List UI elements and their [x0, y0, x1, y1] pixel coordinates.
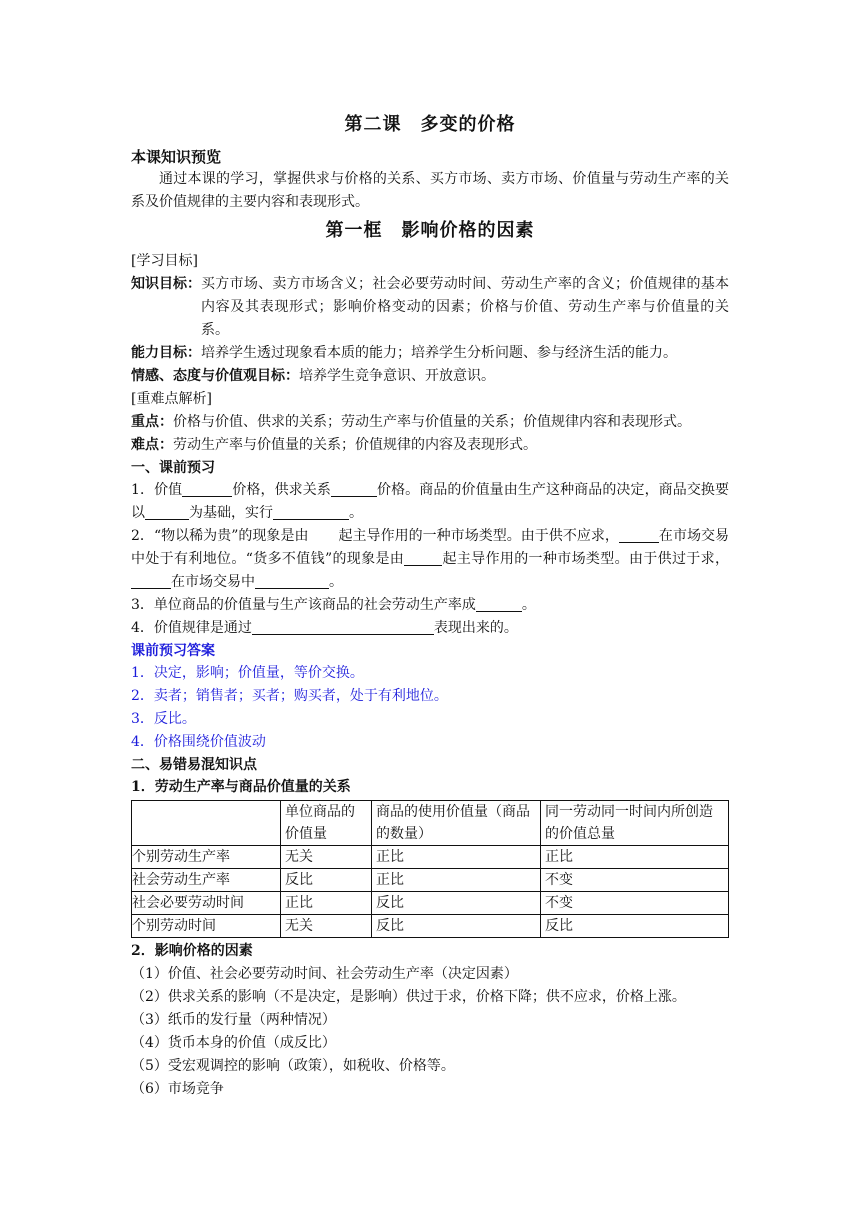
- table-row: [132, 915, 729, 938]
- table-cell: 正比: [281, 892, 372, 915]
- answer-blank[interactable]: [404, 549, 442, 566]
- answer-blank[interactable]: [619, 526, 659, 543]
- table-cell: 反比: [541, 915, 729, 938]
- answer-blank[interactable]: [476, 595, 522, 612]
- document-page: [131, 110, 729, 1101]
- table-row: [132, 892, 729, 915]
- table-cell: 社会必要劳动时间: [132, 892, 281, 915]
- table-header-row: [132, 801, 729, 846]
- confusing-heading: 二、易错易混知识点: [131, 757, 257, 773]
- knowledge-goal-label: 知识目标：: [131, 276, 201, 292]
- table-header-cell: 同一劳动同一时间内所创造的价值总量: [541, 801, 729, 846]
- knowledge-goal-text: 买方市场、卖方市场含义；社会必要劳动时间、劳动生产率的含义；价值规律的基本内容及其表现形式；影响价格变动的因素；价格与价值、劳动生产率与价值量的关系。: [201, 276, 729, 338]
- table-cell: 正比: [372, 869, 541, 892]
- table-cell: 个别劳动时间: [132, 915, 281, 938]
- emotion-goal-text: 培养学生竞争意识、开放意识。: [299, 368, 495, 384]
- answer-item: 2．卖者；销售者；买者；购买者，处于有利地位。: [131, 688, 448, 704]
- price-factor: （2）供求关系的影响（不是决定，是影响）供过于求，价格下降；供不应求，价格上涨。: [131, 989, 686, 1005]
- answers-heading: 课前预习答案: [131, 643, 215, 659]
- hard-point-label: 难点：: [131, 437, 173, 453]
- preview-heading: 一、课前预习: [131, 460, 215, 476]
- ability-goal: [131, 342, 729, 365]
- key-point: [131, 411, 729, 434]
- productivity-value-table: [131, 800, 729, 938]
- price-factor: （5）受宏观调控的影响（政策），如税收、价格等。: [131, 1058, 455, 1074]
- price-factor: （3）纸币的发行量（两种情况）: [131, 1012, 336, 1028]
- table-cell: 不变: [541, 892, 729, 915]
- table-header-cell: 单位商品的价值量: [281, 801, 372, 846]
- price-factor: （4）货币本身的价值（成反比）: [131, 1035, 336, 1051]
- preview-question-3: 3．单位商品的价值量与生产该商品的社会劳动生产率成 。: [131, 597, 536, 613]
- table-cell: 个别劳动生产率: [132, 846, 281, 869]
- answer-blank[interactable]: [273, 503, 349, 520]
- price-factor: （6）市场竞争: [131, 1081, 224, 1097]
- answer-blank[interactable]: [131, 572, 171, 589]
- table-cell: 反比: [281, 869, 372, 892]
- preview-question-4: 4．价值规律是通过 表现出来的。: [131, 620, 518, 636]
- knowledge-goal: [131, 273, 729, 342]
- emotion-goal: [131, 365, 729, 388]
- price-factor: （1）价值、社会必要劳动时间、社会劳动生产率（决定因素）: [131, 966, 518, 982]
- preview-question-1: 1．价值 价格，供求关系 价格。商品的价值量由生产这种商品的决定，商品交换要以 为基础，实行 。: [131, 482, 730, 521]
- answer-blank[interactable]: [331, 480, 377, 497]
- answer-blank[interactable]: [182, 480, 232, 497]
- overview-heading: 本课知识预览: [131, 148, 222, 166]
- overview-text: 通过本课的学习，掌握供求与价格的关系、买方市场、卖方市场、价值量与劳动生产率的关系及价值规律的主要内容和表现形式。: [131, 171, 729, 210]
- table-cell: 无关: [281, 915, 372, 938]
- answer-blank[interactable]: [309, 527, 339, 543]
- keypoints-heading: [重难点解析]: [131, 391, 212, 407]
- hard-point-text: 劳动生产率与价值量的关系；价值规律的内容及表现形式。: [173, 437, 537, 453]
- table-header-cell: 商品的使用价值量（商品的数量）: [372, 801, 541, 846]
- answer-item: 4．价格围绕价值波动: [131, 734, 266, 750]
- confusing-item-2-title: 2．影响价格的因素: [131, 943, 253, 959]
- answer-item: 1．决定，影响；价值量，等价交换。: [131, 665, 364, 681]
- section-subtitle: 第一框 影响价格的因素: [325, 220, 535, 241]
- table-cell: 无关: [281, 846, 372, 869]
- table-row: [132, 846, 729, 869]
- answer-blank[interactable]: [252, 618, 434, 635]
- ability-goal-text: 培养学生透过现象看本质的能力；培养学生分析问题、参与经济生活的能力。: [201, 345, 677, 361]
- table-cell: 正比: [541, 846, 729, 869]
- table-cell: 不变: [541, 869, 729, 892]
- table-cell: 反比: [372, 915, 541, 938]
- table-cell: 正比: [372, 846, 541, 869]
- emotion-goal-label: 情感、态度与价值观目标：: [131, 368, 299, 384]
- key-point-text: 价格与价值、供求的关系；劳动生产率与价值量的关系；价值规律内容和表现形式。: [173, 414, 691, 430]
- table-row: [132, 869, 729, 892]
- table-header-cell: [132, 801, 281, 846]
- answer-blank[interactable]: [255, 572, 329, 589]
- preview-question-2: 2．“物以稀为贵”的现象是由 起主导作用的一种市场类型。由于供不应求， 在市场交易中处于有利地位。“货多不值钱”的现象是由 起主导作用的一种市场类型。由于供过于求，在市场交易中 。: [131, 528, 730, 590]
- answer-blank[interactable]: [145, 503, 189, 520]
- confusing-item-1-title: 1．劳动生产率与商品价值量的关系: [131, 779, 351, 795]
- hard-point: [131, 434, 729, 457]
- table-cell: 反比: [372, 892, 541, 915]
- table-cell: 社会劳动生产率: [132, 869, 281, 892]
- answer-item: 3．反比。: [131, 711, 196, 727]
- key-point-label: 重点：: [131, 414, 173, 430]
- goals-heading: [学习目标]: [131, 253, 198, 269]
- ability-goal-label: 能力目标：: [131, 345, 201, 361]
- lesson-title: 第二课 多变的价格: [344, 114, 516, 135]
